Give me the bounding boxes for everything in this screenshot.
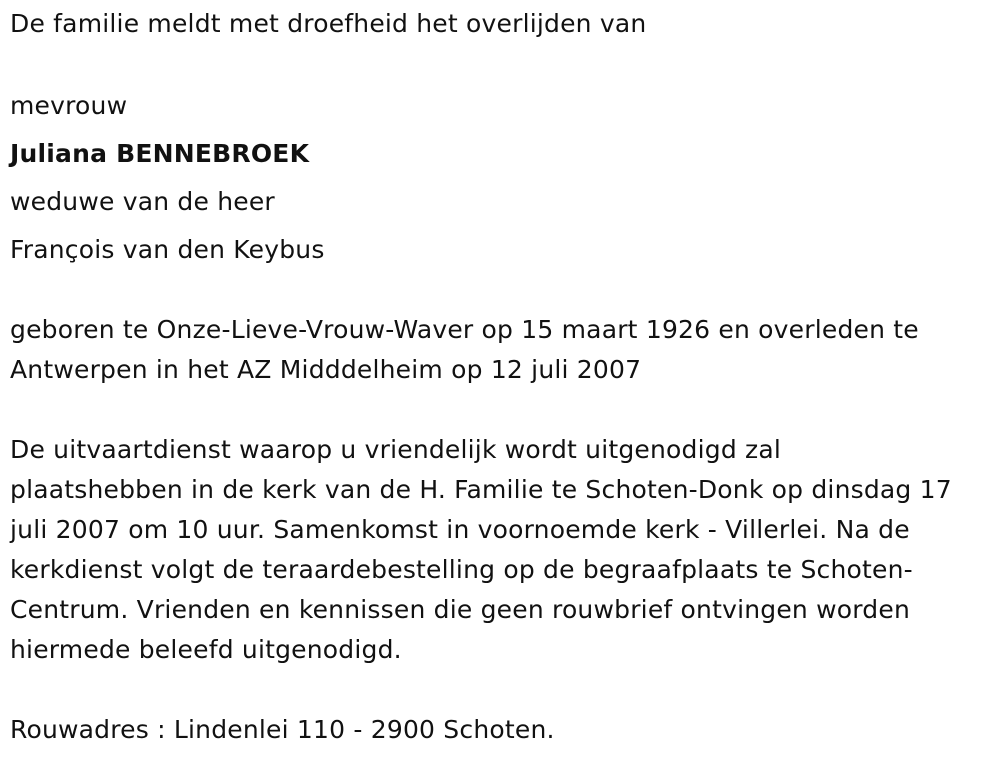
service-line: De uitvaartdienst waarop u vriendelijk wordt uitgenodigd zal [10, 435, 782, 464]
service-line: plaatshebben in de kerk van de H. Familie te Schoten-Donk op dinsdag 17 [10, 475, 952, 504]
service-line: juli 2007 om 10 uur. Samenkomst in voornoemde kerk - Villerlei. Na de [10, 515, 910, 544]
mourning-address: Rouwadres : Lindenlei 110 - 2900 Schoten. [10, 715, 555, 744]
service-line: hiermede beleefd uitgenodigd. [10, 635, 402, 664]
birth-death-line: geboren te Onze-Lieve-Vrouw-Waver op 15 maart 1926 en overleden te [10, 315, 919, 344]
service-line: Centrum. Vrienden en kennissen die geen rouwbrief ontvingen worden [10, 595, 910, 624]
birth-death-line: Antwerpen in het AZ Midddelheim op 12 juli 2007 [10, 355, 642, 384]
relation-text: weduwe van de heer [10, 187, 275, 216]
spouse-name: François van den Keybus [10, 235, 325, 264]
deceased-name: Juliana BENNEBROEK [10, 139, 310, 168]
intro-text: De familie meldt met droefheid het overlijden van [10, 9, 647, 38]
honorific: mevrouw [10, 91, 128, 120]
service-line: kerkdienst volgt de teraardebestelling op de begraafplaats te Schoten- [10, 555, 913, 584]
